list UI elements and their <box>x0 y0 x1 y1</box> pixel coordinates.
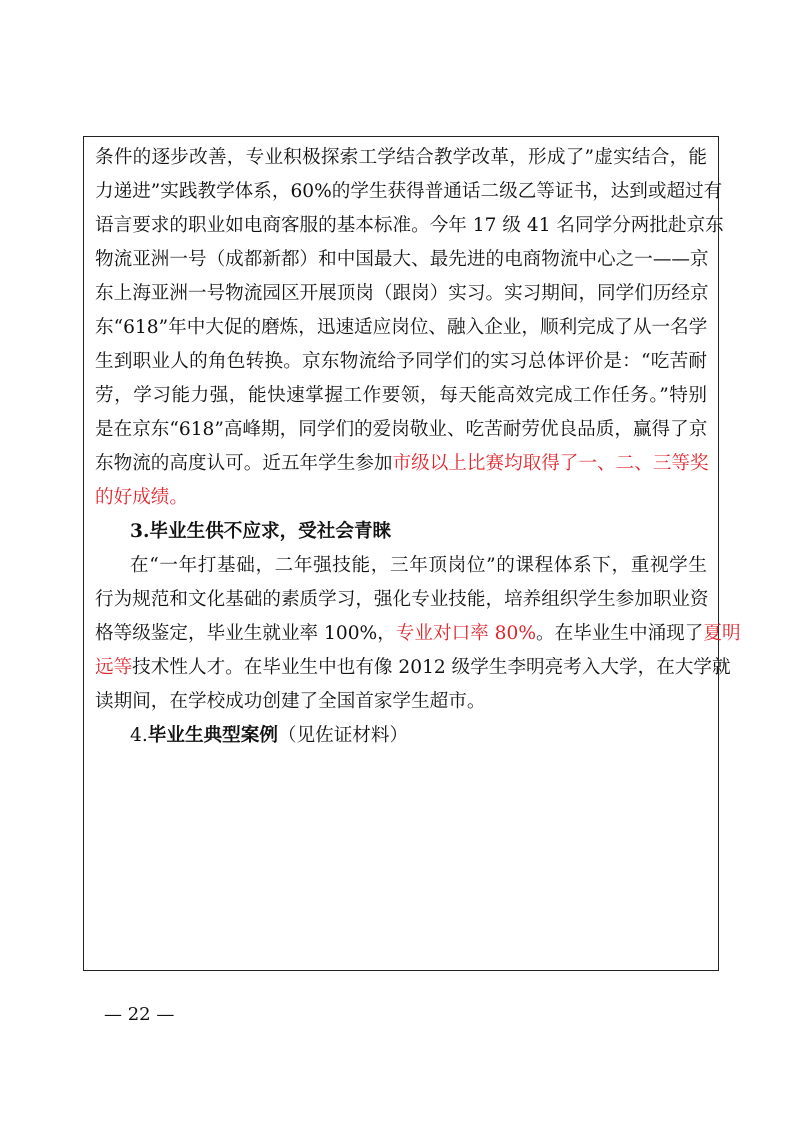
highlighted-name-text: 夏明 <box>703 623 741 644</box>
paragraph-text: 。在毕业生中涌现了 <box>536 623 704 644</box>
section-note: （见佐证材料） <box>277 725 409 746</box>
highlighted-award-text: 的好成绩。 <box>95 487 188 508</box>
paragraph-line: 劳，学习能力强，能快速掌握工作要领，每天能高效完成工作任务。”特别 <box>95 385 707 406</box>
paragraph-line: 是在京东“618”高峰期，同学们的爱岗敬业、吃苦耐劳优良品质，赢得了京 <box>95 419 708 440</box>
paragraph-text: 格等级鉴定，毕业生就业率 100%， <box>95 623 396 644</box>
paragraph-line: 语言要求的职业如电商客服的基本标准。今年 17 级 41 名同学分两批赴京东 <box>95 215 724 236</box>
paragraph-line: 力递进”实践教学体系，60%的学生获得普通话二级乙等证书，达到或超过有 <box>95 181 723 202</box>
paragraph-line: 读期间，在学校成功创建了全国首家学生超市。 <box>95 691 486 712</box>
highlighted-rate-text: 专业对口率 80% <box>395 623 537 644</box>
page-number: — 22 — <box>104 1004 175 1025</box>
paragraph-text: 技术性人才。在毕业生中也有像 2012 级学生李明亮考入大学，在大学就 <box>132 657 731 678</box>
highlighted-award-text: 市级以上比赛均取得了一、二、三等奖 <box>392 453 709 474</box>
section-4-heading <box>130 721 707 751</box>
section-number: 4. <box>130 725 148 746</box>
paragraph-line: 东“618”年中大促的磨炼，迅速适应岗位、融入企业，顺利完成了从一名学 <box>95 317 708 338</box>
highlighted-name-text: 远等 <box>95 657 133 678</box>
paragraph-line: 行为规范和文化基础的素质学习，强化专业技能，培养组织学生参加职业资 <box>95 589 709 610</box>
paragraph-text: 东物流的高度认可。近五年学生参加 <box>95 453 393 474</box>
paragraph-line: 在“一年打基础，二年强技能，三年顶岗位”的课程体系下，重视学生 <box>130 555 707 576</box>
paragraph-line: 东上海亚洲一号物流园区开展顶岗（跟岗）实习。实习期间，同学们历经京 <box>95 283 709 304</box>
paragraph-line: 条件的逐步改善，专业积极探索工学结合教学改革，形成了”虚实结合，能 <box>95 147 707 168</box>
section-label: 毕业生典型案例 <box>147 725 278 746</box>
paragraph-line <box>95 653 731 683</box>
paragraph-line: 生到职业人的角色转换。京东物流给予同学们的实习总体评价是：“吃苦耐 <box>95 351 707 372</box>
section-3-heading: 3.毕业生供不应求，受社会青睐 <box>130 521 392 542</box>
paragraph-line <box>95 619 741 649</box>
paragraph-line <box>95 449 707 479</box>
paragraph-line: 物流亚洲一号（成都新都）和中国最大、最先进的电商物流中心之一——京 <box>95 249 709 270</box>
paragraph-line <box>95 483 707 513</box>
